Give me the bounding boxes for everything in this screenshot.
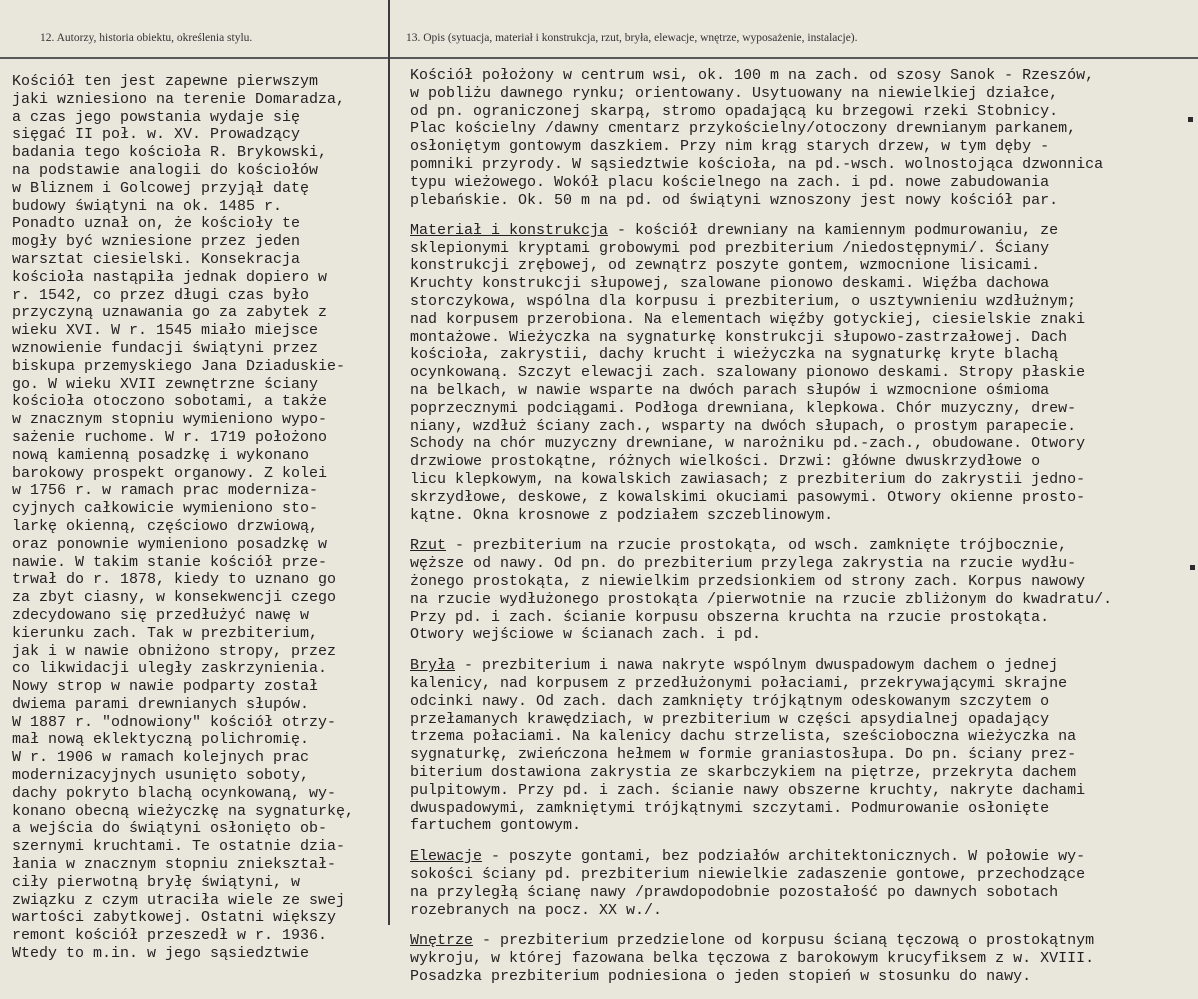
text-line: Przy pd. i zach. ścianie korpusu obszerna kruchta na rzucie prostokąta. bbox=[410, 608, 1050, 626]
text-line: nową kamienną posadzkę i wykonano bbox=[12, 446, 310, 464]
text-line: sięgać II poł. w. XV. Prowadzący bbox=[12, 126, 301, 144]
text-line: rozebranych na pocz. XX w./. bbox=[410, 901, 663, 919]
text-line: za zbyt ciasny, w konsekwencji czego bbox=[12, 589, 337, 607]
text-line: na przyległą ścianę nawy /prawdopodobnie pozostałość po dawnych sobotach bbox=[410, 883, 1059, 901]
text-line: remont kościół przeszedł w r. 1936. bbox=[12, 927, 328, 945]
description-paragraph bbox=[410, 222, 1196, 525]
text-line-rest: - poszyte gontami, bez podziałów architektonicznych. W połowie wy- bbox=[482, 848, 1086, 866]
text-line: Otwory wejściowe w ścianach zach. i pd. bbox=[410, 626, 762, 644]
margin-mark bbox=[1188, 117, 1193, 122]
section-heading: Wnętrze bbox=[410, 932, 474, 950]
text-line: dwuspadowymi, zamkniętymi trójkątnymi szczytami. Podmurowanie osłonięte bbox=[410, 799, 1050, 817]
text-line: larkę okienną, częściowo drzwiową, bbox=[12, 517, 319, 535]
text-line: pulpitowym. Przy pd. i zach. ścianie nawy obszerne kruchty, nakryte dachami bbox=[410, 781, 1086, 799]
text-line: Kościół położony w centrum wsi, ok. 100 m na zach. od szosy Sanok - Rzeszów, bbox=[410, 67, 1095, 84]
text-line: poprzecznymi podciągami. Podłoga drewniana, klepkowa. Chór muzyczny, drew- bbox=[410, 399, 1077, 417]
history-text-column bbox=[12, 73, 384, 963]
text-line: związku z czym utraciła wiele ze swej bbox=[12, 891, 346, 909]
text-line: Wtedy to m.in. w jego sąsiedztwie bbox=[12, 945, 310, 963]
description-paragraph bbox=[410, 537, 1196, 644]
right-column-header: 13. Opis (sytuacja, materiał i konstrukcja, rzut, bryła, elewacje, wnętrze, wyposażenie, instalacje). bbox=[406, 32, 858, 44]
text-line: modernizacyjnych usunięto soboty, bbox=[12, 767, 310, 785]
text-line: W r. 1906 w ramach kolejnych prac bbox=[12, 749, 310, 767]
text-line: w znacznym stopniu wymieniono wypo- bbox=[12, 411, 328, 429]
text-line: wartości zabytkowej. Ostatni większy bbox=[12, 909, 337, 927]
text-line bbox=[410, 848, 1196, 866]
text-line: nawie. W takim stanie kościół prze- bbox=[12, 553, 328, 571]
text-line: żonego prostokąta, z niewielkim przedsionkiem od strony zach. Korpus nawowy bbox=[410, 573, 1086, 591]
section-heading: Elewacje bbox=[410, 848, 483, 866]
text-line: ocynkowaną. Szczyt elewacji zach. szalowany pionowo deskami. Stropy płaskie bbox=[410, 364, 1086, 382]
text-line: wieku XVI. W r. 1545 miało miejsce bbox=[12, 322, 319, 340]
text-line: od pn. ograniczonej skarpą, stromo opadającą ku brzegowi rzeki Stobnicy. bbox=[410, 102, 1059, 120]
text-line: kalenicy, nad korpusem z przedłużonymi połaciami, przekrywającymi skrajne bbox=[410, 675, 1068, 692]
description-text-column bbox=[410, 67, 1196, 999]
text-line: jaki wzniesiono na terenie Domaradza, bbox=[12, 90, 346, 108]
text-line: w Bliznem i Golcowej przyjął datę bbox=[12, 179, 310, 197]
section-heading: Bryła bbox=[410, 657, 456, 675]
text-line: nad korpusem przerobiona. Na elementach więźby gotyckiej, ciesielskie znaki bbox=[410, 310, 1086, 328]
text-line: Kościół ten jest zapewne pierwszym bbox=[12, 73, 319, 90]
text-line: przyczyną uznawania go za zabytek z bbox=[12, 304, 328, 322]
text-line-rest: - prezbiterium przedzielone od korpusu ścianą tęczową o prostokątnym bbox=[473, 932, 1095, 950]
text-line: warsztat ciesielski. Konsekracja bbox=[12, 250, 301, 268]
text-line: węższe od nawy. Od pn. do prezbiterium przylega zakrystia na rzucie wydłu- bbox=[410, 555, 1077, 573]
column-divider bbox=[388, 0, 390, 925]
text-line: Ponadto uznał on, że kościoły te bbox=[12, 215, 301, 233]
description-paragraph bbox=[410, 67, 1196, 209]
text-line: W 1887 r. "odnowiony" kościół otrzy- bbox=[12, 713, 337, 731]
text-line: mał nową eklektyczną polichromię. bbox=[12, 731, 310, 749]
text-line: sokości ściany pd. prezbiterium niewielkie zadaszenie gontowe, przechodzące bbox=[410, 865, 1086, 883]
text-line: kościoła nastąpiła jednak dopiero w bbox=[12, 268, 328, 286]
text-line: niany, wzdłuż ściany zach., wsparty na dwóch słupach, o prostym parapecie. bbox=[410, 417, 1077, 435]
text-line: co likwidacji uległy zaskrzynienia. bbox=[12, 660, 328, 678]
text-line: r. 1542, co przez długi czas było bbox=[12, 286, 310, 304]
section-heading: Rzut bbox=[410, 537, 447, 555]
text-line: wznowienie fundacji świątyni przez bbox=[12, 339, 319, 357]
text-line bbox=[410, 222, 1196, 240]
text-line: konano obecną wieżyczkę na sygnaturkę, bbox=[12, 802, 355, 820]
text-line: Schody na chór muzyczny drewniane, w narożniku pd.-zach., obudowane. Otwory bbox=[410, 435, 1086, 453]
text-line: a wejścia do świątyni osłonięto ob- bbox=[12, 820, 328, 838]
text-line: trzema połaciami. Na kalenicy dachu strzelista, sześcioboczna wieżyczka na bbox=[410, 728, 1077, 746]
text-line: na rzucie wydłużonego prostokąta /pierwotnie na rzucie zbliżonym do kwadratu/. bbox=[410, 590, 1113, 608]
text-line: drzwiowe prostokątne, różnych wielkości. Drzwi: główne dwuskrzydłowe o bbox=[410, 453, 1041, 471]
text-line: budowy świątyni na ok. 1485 r. bbox=[12, 197, 283, 215]
margin-mark bbox=[1190, 565, 1195, 570]
text-line: dwiema parami drewnianych słupów. bbox=[12, 695, 310, 713]
text-line: szernymi kruchtami. Te ostatnie dzia- bbox=[12, 838, 346, 856]
text-line bbox=[410, 657, 1196, 675]
text-line: na belkach, w nawie wsparte na dwóch parach słupów i wzmocnione ośmioma bbox=[410, 382, 1050, 400]
text-line: osłoniętym gontowym daszkiem. Przy nim krąg starych drzew, w tym dęby - bbox=[410, 138, 1050, 156]
text-line: biterium dostawiona zakrystia ze skarbczykiem na piętrze, przekryta dachem bbox=[410, 763, 1077, 781]
text-line: jak i w nawie obniżono stropy, przez bbox=[12, 642, 337, 660]
text-line: badania tego kościoła R. Brykowski, bbox=[12, 144, 328, 162]
text-line: kościoła otoczono sobotami, a także bbox=[12, 393, 328, 411]
header-divider bbox=[0, 57, 1198, 59]
description-paragraph bbox=[410, 657, 1196, 835]
text-line: Plac kościelny /dawny cmentarz przykościelny/otoczony drewnianym parkanem, bbox=[410, 120, 1077, 138]
text-line: kościoła, zakrystii, dachy krucht i wieżyczka na sygnaturkę kryte blachą bbox=[410, 346, 1059, 364]
text-line: skrzydłowe, deskowe, z kowalskimi okuciami pasowymi. Otwory okienne prosto- bbox=[410, 488, 1086, 506]
text-line: w 1756 r. w ramach prac moderniza- bbox=[12, 482, 319, 500]
text-line: fartuchem gontowym. bbox=[410, 817, 582, 835]
text-line: pomniki przyrody. W sąsiedztwie kościoła, na pd.-wsch. wolnostojąca dzwonnica bbox=[410, 155, 1104, 173]
text-line-rest: - kościół drewniany na kamiennym podmurowaniu, ze bbox=[608, 221, 1059, 239]
text-line-rest: - prezbiterium na rzucie prostokąta, od wsch. zamknięte trójbocznie, bbox=[446, 537, 1068, 555]
text-line: zdecydowano się przedłużyć nawę w bbox=[12, 606, 310, 624]
text-line: sygnaturkę, zwieńczona hełmem w formie graniastosłupa. Do pn. ściany prez- bbox=[410, 746, 1077, 764]
description-paragraph bbox=[410, 848, 1196, 919]
text-line: trwał do r. 1878, kiedy to uznano go bbox=[12, 571, 337, 589]
text-line: go. W wieku XVII zewnętrzne ściany bbox=[12, 375, 319, 393]
text-line: licu klepkowym, na kowalskich zawiasach; z prezbiterium do zakrystii jedno- bbox=[410, 471, 1086, 489]
text-line: łania w znacznym stopniu zniekształ- bbox=[12, 856, 337, 874]
text-line: kierunku zach. Tak w prezbiterium, bbox=[12, 624, 319, 642]
text-line: a czas jego powstania wydaje się bbox=[12, 108, 301, 126]
text-line: Kruchty konstrukcji słupowej, szalowane pionowo deskami. Więźba dachowa bbox=[410, 275, 1050, 293]
section-heading: Materiał i konstrukcja bbox=[410, 221, 609, 239]
text-line: przełamanych krawędziach, w prezbiterium w części apsydialnej opadający bbox=[410, 710, 1050, 728]
left-column-header: 12. Autorzy, historia obiektu, określenia stylu. bbox=[40, 32, 253, 44]
text-line-rest: - prezbiterium i nawa nakryte wspólnym dwuspadowym dachem o jednej bbox=[455, 657, 1059, 675]
text-line: biskupa przemyskiego Jana Dziaduskie- bbox=[12, 357, 346, 375]
description-paragraph bbox=[410, 932, 1196, 985]
text-line: mogły być wzniesione przez jeden bbox=[12, 233, 301, 251]
text-line: typu wieżowego. Wokół placu kościelnego na zach. i pd. nowe zabudowania bbox=[410, 173, 1050, 191]
text-line: odcinki nawy. Od zach. dach zamknięty trójkątnym odeskowanym szczytem o bbox=[410, 692, 1050, 710]
text-line: sażenie ruchome. W r. 1719 położono bbox=[12, 428, 328, 446]
text-line: plebańskie. Ok. 50 m na pd. od świątyni wznoszony jest nowy kościół par. bbox=[410, 191, 1059, 209]
text-line: sklepionymi kryptami grobowymi pod prezbiterium /niedostępnymi/. Ściany bbox=[410, 239, 1050, 257]
text-line: oraz ponownie wymieniono posadzkę w bbox=[12, 535, 328, 553]
text-line: w pobliżu dawnego rynku; orientowany. Usytuowany na niewielkiej działce, bbox=[410, 84, 1059, 102]
text-line bbox=[410, 537, 1196, 555]
text-line: montażowe. Wieżyczka na sygnaturkę konstrukcji słupowo-zastrzałowej. Dach bbox=[410, 328, 1068, 346]
text-line: kątne. Okna krosnowe z podziałem szczeblinowym. bbox=[410, 506, 834, 524]
text-line: barokowy prospekt organowy. Z kolei bbox=[12, 464, 328, 482]
text-line: Nowy strop w nawie podparty został bbox=[12, 678, 319, 696]
text-line: konstrukcji zrębowej, od zewnątrz poszyte gontem, wzmocnione lisicami. bbox=[410, 257, 1041, 275]
text-line: Posadzka prezbiterium podniesiona o jeden stopień w stosunku do nawy. bbox=[410, 967, 1032, 985]
text-line: na podstawie analogii do kościołów bbox=[12, 161, 319, 179]
text-line: ciły pierwotną bryłę świątyni, w bbox=[12, 873, 301, 891]
text-line: wykroju, w której fazowana belka tęczowa z barokowym krucyfiksem z w. XVIII. bbox=[410, 950, 1095, 968]
text-line: storczykowa, wspólna dla korpusu i prezbiterium, o usztywnieniu wzdłużnym; bbox=[410, 293, 1077, 311]
text-line bbox=[410, 932, 1196, 950]
text-line: dachy pokryto blachą ocynkowaną, wy- bbox=[12, 784, 337, 802]
text-line: cyjnych całkowicie wymieniono sto- bbox=[12, 500, 319, 518]
